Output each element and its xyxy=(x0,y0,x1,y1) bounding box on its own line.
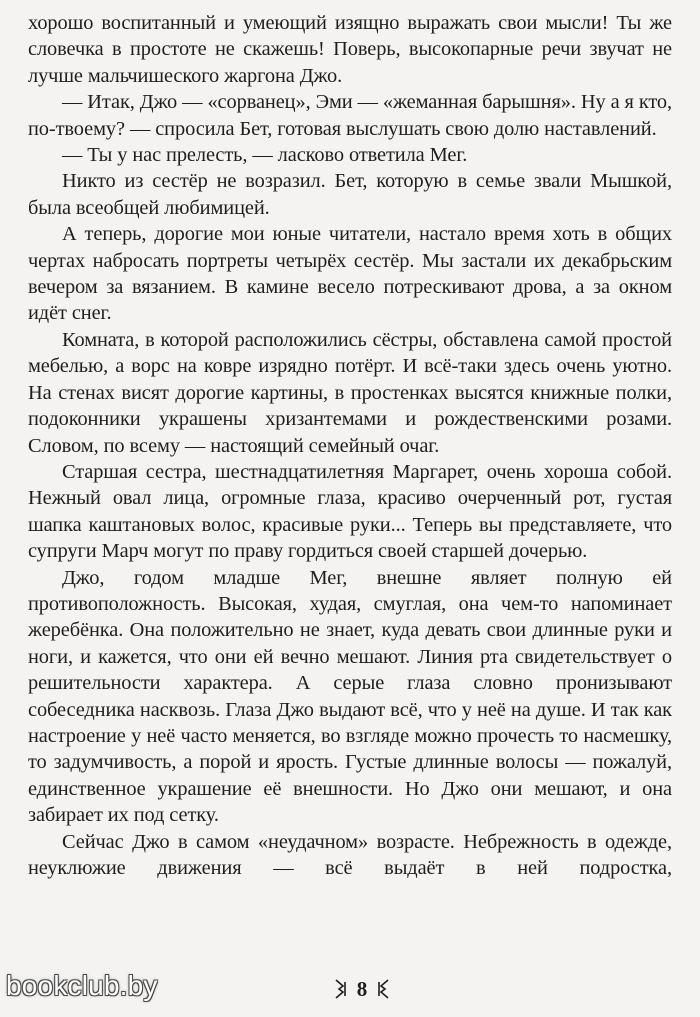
paragraph-1: хорошо воспитанный и умеющий изящно выражать свои мысли! Ты же словечка в простоте не скажешь! Поверь, высокопарные речи звучат не лучше мальчишеского жаргона Джо. xyxy=(28,12,672,87)
page-number-group xyxy=(312,974,412,1004)
paragraph-9: Сейчас Джо в самом «неудачном» возрасте. Небрежность в одежде, неуклюжие движения — всё выдаёт в ней подростка, xyxy=(28,830,672,879)
watermark-text: bookclub.by xyxy=(6,970,158,1001)
ornament-right-icon xyxy=(377,978,389,1000)
ornament-left-icon xyxy=(335,978,347,1000)
paragraph-7: Старшая сестра, шестнадцатилетняя Маргарет, очень хороша собой. Нежный овал лица, огромные глаза, красиво очерченный рот, густая шапка каштановых волос, красивые руки... Теперь вы представляете, что супруги Марч могут по праву гордиться своей старшей дочерью. xyxy=(28,460,672,563)
paragraph-5: А теперь, дорогие мои юные читатели, настало время хоть в общих чертах набросать портреты четырёх сестёр. Мы застали их декабрьским вечером за вязанием. В камине весело потрескивают дрова, а за окном идёт снег. xyxy=(28,223,672,325)
page-number: 8 xyxy=(356,976,368,1001)
paragraph-2: — Итак, Джо — «сорванец», Эми — «жеманная барышня». Ну а я кто, по-твоему? — спросила Бет, готовая выслушать свою долю наставлений. xyxy=(28,91,672,140)
page-footer xyxy=(0,968,700,1008)
paragraph-4: Никто из сестёр не возразил. Бет, которую в семье звали Мышкой, была всеобщей любимицей. xyxy=(28,170,672,219)
paragraph-6: Комната, в которой расположились сёстры, обставлена самой простой мебелью, а ворс на ковре изрядно потёрт. И всё-таки здесь очень уютно. На стенах висят дорогие картины, в простенках высятся книжные полки, подоконники украшены хризантемами и рождественскими розами. Словом, по всему — настоящий семейный очаг. xyxy=(28,328,672,457)
page-text xyxy=(28,10,672,881)
paragraph-3: — Ты у нас прелесть, — ласково ответила Мег. xyxy=(62,144,468,167)
paragraph-8: Джо, годом младше Мег, внешне являет полную ей противоположность. Высокая, худая, смуглая, она чем-то напоминает жеребёнка. Она положительно не знает, куда девать свои длинные руки и ноги, и кажется, что они ей вечно мешают. Линия рта свидетельствует о решительности характера. А серые глаза словно пронизывают собеседника насквозь. Глаза Джо выдают всё, что у неё на душе. И так как настроение у неё часто меняется, во взгляде можно прочесть то насмешку, то задумчивость, а порой и ярость. Густые длинные волосы — пожалуй, единственное украшение её внешности. Но Джо они мешают, и она забирает их под сетку. xyxy=(28,566,672,827)
